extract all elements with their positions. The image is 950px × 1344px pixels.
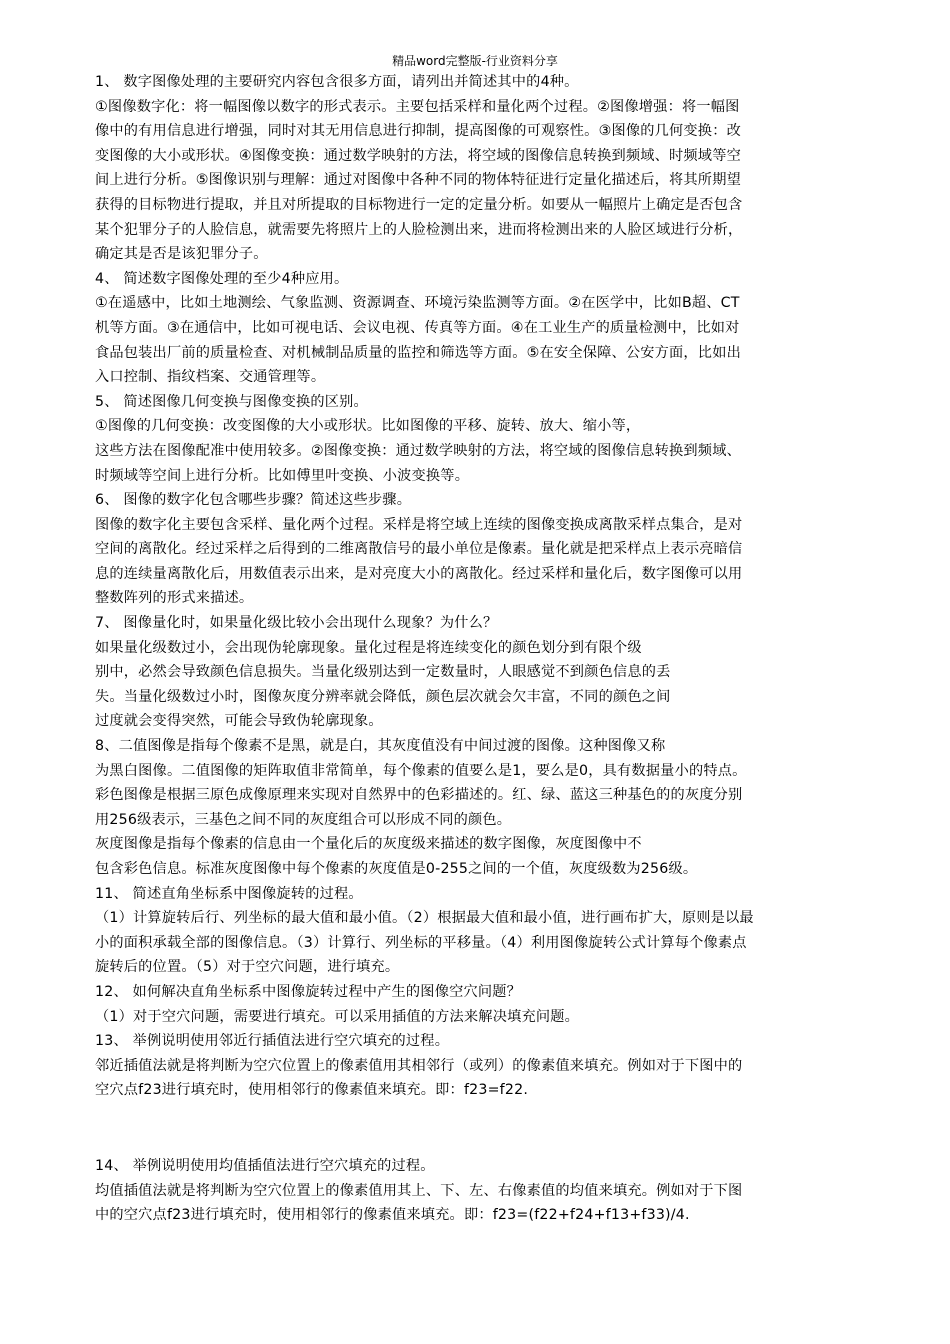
text-line: （1）计算旋转后行、列坐标的最大值和最小值。（2）根据最大值和最小值，进行画布扩大，原则是以最 bbox=[95, 910, 754, 927]
text-line: 过度就会变得突然，可能会导致伪轮廓现象。 bbox=[95, 713, 383, 730]
page-header: 精品word完整版-行业资料分享 bbox=[392, 54, 558, 68]
blank-gap bbox=[95, 1103, 865, 1154]
text-line: 间上进行分析。⑤图像识别与理解：通过对图像中各种不同的物体特征进行定量化描述后，将其所期望 bbox=[95, 172, 741, 189]
text-line: 彩色图像是根据三原色成像原理来实现对自然界中的色彩描述的。红、绿、蓝这三种基色的的灰度分别 bbox=[95, 787, 743, 804]
text-block-2 bbox=[95, 1154, 865, 1228]
text-line: 包含彩色信息。标准灰度图像中每个像素的灰度值是0-255之间的一个值，灰度级数为256级。 bbox=[95, 861, 698, 877]
text-line: 5、 简述图像几何变换与图像变换的区别。 bbox=[95, 393, 368, 410]
text-line: 11、 简述直角坐标系中图像旋转的过程。 bbox=[95, 885, 363, 902]
text-line: ①图像的几何变换：改变图像的大小或形状。比如图像的平移、旋转、放大、缩小等， bbox=[95, 418, 641, 435]
text-line: 这些方法在图像配准中使用较多。②图像变换：通过数学映射的方法，将空域的图像信息转换到频域、 bbox=[95, 442, 741, 459]
text-line: 某个犯罪分子的人脸信息，就需要先将照片上的人脸检测出来，进而将检测出来的人脸区域进行分析， bbox=[95, 221, 743, 238]
text-line: 息的连续量离散化后，用数值表示出来，是对亮度大小的离散化。经过采样和量化后，数字图像可以用 bbox=[95, 565, 743, 582]
text-line: 为黑白图像。二值图像的矩阵取值非常简单，每个像素的值要么是1，要么是0，具有数据量小的特点。 bbox=[95, 762, 747, 779]
text-line: 变图像的大小或形状。④图像变换：通过数学映射的方法，将空域的图像信息转换到频域、时频域等空 bbox=[95, 147, 741, 164]
text-line: 12、 如何解决直角坐标系中图像旋转过程中产生的图像空穴问题？ bbox=[95, 983, 522, 1000]
text-line: 邻近插值法就是将判断为空穴位置上的像素值用其相邻行（或列）的像素值来填充。例如对于下图中的 bbox=[95, 1057, 743, 1074]
text-line: 确定其是否是该犯罪分子。 bbox=[95, 246, 268, 263]
text-line: 用256级表示，三基色之间不同的灰度组合可以形成不同的颜色。 bbox=[95, 811, 512, 828]
text-line: 13、 举例说明使用邻近行插值法进行空穴填充的过程。 bbox=[95, 1033, 450, 1050]
text-line: 均值插值法就是将判断为空穴位置上的像素值用其上、下、左、右像素值的均值来填充。例如对于下图 bbox=[95, 1182, 743, 1199]
text-line: 小的面积承载全部的图像信息。（3）计算行、列坐标的平移量。（4）利用图像旋转公式计算每个像素点 bbox=[95, 934, 747, 951]
text-line: 机等方面。③在通信中，比如可视电话、会议电视、传真等方面。④在工业生产的质量检测中，比如对 bbox=[95, 319, 740, 336]
text-block-1 bbox=[95, 70, 865, 1103]
text-line: 空间的离散化。经过采样之后得到的二维离散信号的最小单位是像素。量化就是把采样点上表示亮暗信 bbox=[95, 541, 743, 558]
text-line: 失。当量化级数过小时，图像灰度分辨率就会降低，颜色层次就会欠丰富，不同的颜色之间 bbox=[95, 688, 671, 705]
text-line: 灰度图像是指每个像素的信息由一个量化后的灰度级来描述的数字图像，灰度图像中不 bbox=[95, 836, 642, 853]
text-line: ①图像数字化：将一幅图像以数字的形式表示。主要包括采样和量化两个过程。②图像增强：将一幅图 bbox=[95, 98, 740, 115]
text-line: 8、二值图像是指每个像素不是黑，就是白，其灰度值没有中间过渡的图像。这种图像又称 bbox=[95, 738, 666, 755]
text-line: 1、 数字图像处理的主要研究内容包含很多方面，请列出并简述其中的4种。 bbox=[95, 74, 579, 90]
text-line: 获得的目标物进行提取，并且对所提取的目标物进行一定的定量分析。如要从一幅照片上确定是否包含 bbox=[95, 196, 743, 213]
text-line: 食品包装出厂前的质量检查、对机械制品质量的监控和筛选等方面。⑤在安全保障、公安方面，比如出 bbox=[95, 344, 741, 361]
text-line: 图像的数字化主要包含采样、量化两个过程。采样是将空域上连续的图像变换成离散采样点集合，是对 bbox=[95, 516, 743, 533]
text-line: ①在遥感中，比如土地测绘、气象监测、资源调查、环境污染监测等方面。②在医学中，比如B超、CT bbox=[95, 295, 740, 312]
text-line: 14、 举例说明使用均值插值法进行空穴填充的过程。 bbox=[95, 1157, 435, 1174]
text-line: 入口控制、指纹档案、交通管理等。 bbox=[95, 369, 326, 386]
text-line: 时频域等空间上进行分析。比如傅里叶变换、小波变换等。 bbox=[95, 467, 470, 484]
document-body bbox=[95, 70, 865, 1228]
text-line: 旋转后的位置。（5）对于空穴问题，进行填充。 bbox=[95, 959, 400, 976]
text-line: 别中，必然会导致颜色信息损失。当量化级别达到一定数量时，人眼感觉不到颜色信息的丢 bbox=[95, 664, 671, 681]
text-line: 像中的有用信息进行增强，同时对其无用信息进行抑制，提高图像的可观察性。③图像的几何变换：改 bbox=[95, 123, 741, 140]
text-line: 如果量化级数过小，会出现伪轮廓现象。量化过程是将连续变化的颜色划分到有限个级 bbox=[95, 639, 642, 656]
text-line: 空穴点f23进行填充时，使用相邻行的像素值来填充。即：f23=f22. bbox=[95, 1082, 529, 1099]
text-line: 7、 图像量化时，如果量化级比较小会出现什么现象？为什么？ bbox=[95, 615, 498, 632]
text-line: 4、 简述数字图像处理的至少4种应用。 bbox=[95, 270, 349, 287]
text-line: 6、 图像的数字化包含哪些步骤？简述这些步骤。 bbox=[95, 492, 412, 509]
text-line: 整数阵列的形式来描述。 bbox=[95, 590, 254, 607]
text-line: （1）对于空穴问题，需要进行填充。可以采用插值的方法来解决填充问题。 bbox=[95, 1008, 580, 1025]
text-line: 中的空穴点f23进行填充时，使用相邻行的像素值来填充。即：f23=(f22+f24+f13+f33)/4. bbox=[95, 1207, 690, 1224]
